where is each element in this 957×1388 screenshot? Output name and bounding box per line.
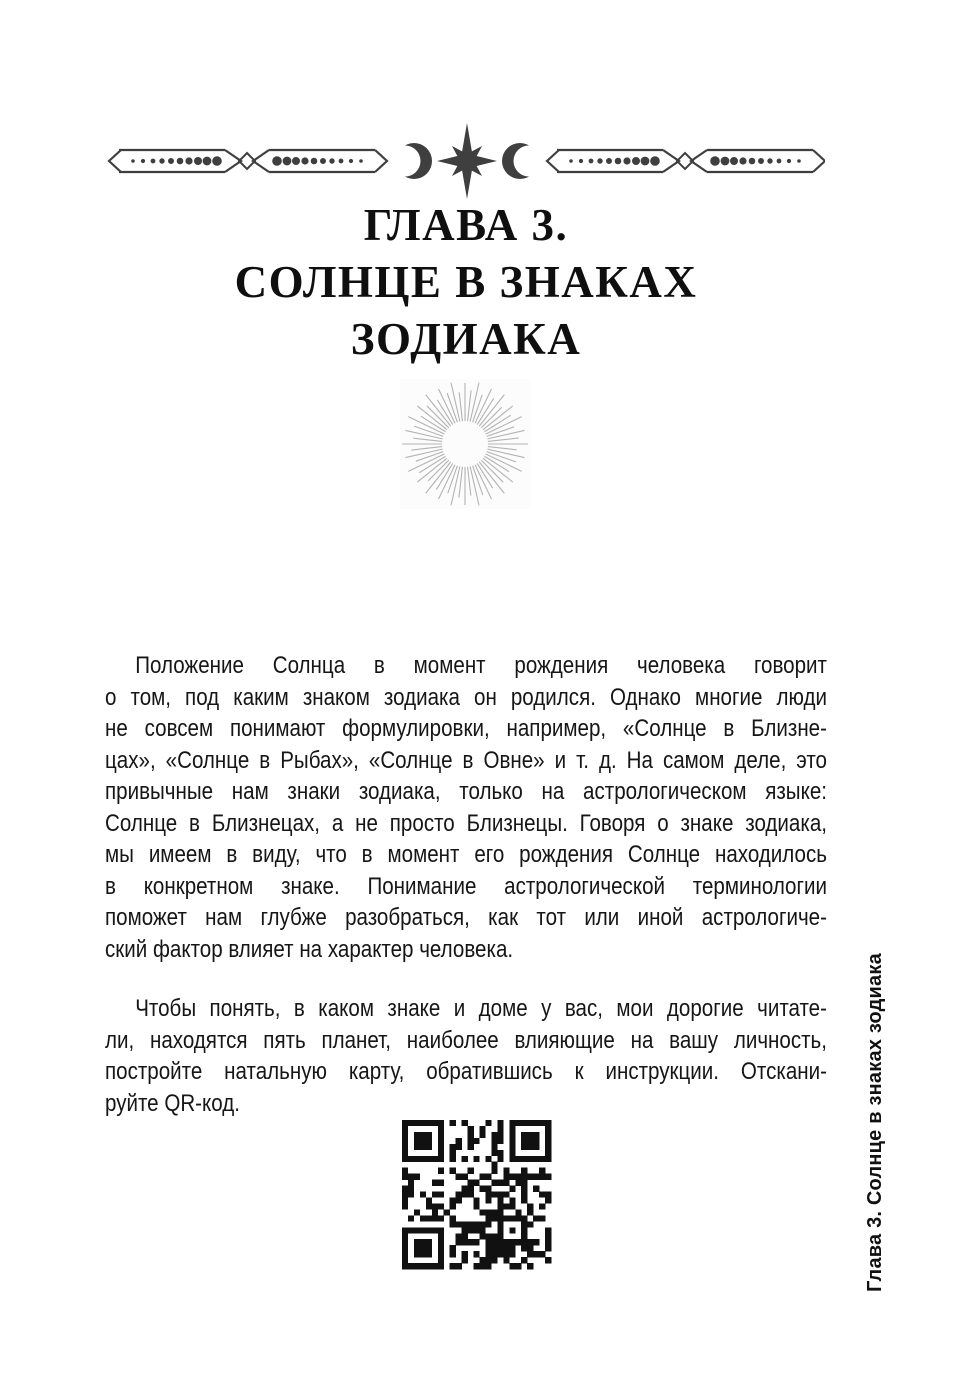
text-line: постройте натальную карту, обратившись к инструкции. Отскани- bbox=[105, 1058, 827, 1085]
crescent-moon-right-icon bbox=[502, 143, 545, 179]
text-line: ли, находятся пять планет, наиболее влияющие на вашу личность, bbox=[105, 1026, 827, 1054]
chapter-title-line: СОЛНЦЕ В ЗНАКАХ bbox=[234, 257, 698, 307]
text-line: Чтобы понять, в каком знаке и доме у вас, мои дорогие читате- bbox=[135, 995, 827, 1022]
text-line: руйте QR-код. bbox=[105, 1089, 240, 1117]
eight-pointed-star-icon bbox=[437, 123, 497, 199]
text-line: ский фактор влияет на характер человека. bbox=[105, 935, 514, 963]
paragraph-1 bbox=[105, 650, 827, 965]
qr-code bbox=[402, 1120, 554, 1272]
divider-band-left bbox=[109, 150, 387, 172]
text-line: о том, под каким знаком зодиака он родился. Однако многие люди bbox=[105, 683, 827, 711]
text-line: мы имеем в виду, что в момент его рождения Солнце находилось bbox=[105, 841, 827, 868]
text-line: привычные нам знаки зодиака, только на астрологическом языке: bbox=[105, 778, 827, 805]
text-line: не совсем понимают формулировки, например, «Солнце в Близне- bbox=[105, 715, 827, 742]
text-line: Солнце в Близнецах, а не просто Близнецы. Говоря о знаке зодиака, bbox=[105, 809, 827, 837]
crescent-moon-left-icon bbox=[390, 143, 433, 179]
paragraph-2 bbox=[105, 993, 827, 1119]
divider-band-right bbox=[547, 150, 825, 172]
text-line: поможет нам глубже разобраться, как тот или иной астрологиче- bbox=[105, 904, 827, 931]
sidebar-chapter-label: Глава 3. Солнце в знаках зодиака bbox=[864, 953, 886, 1292]
chapter-title bbox=[105, 197, 827, 368]
chapter-title-line: ГЛАВА 3. bbox=[363, 200, 569, 250]
chapter-title-line: ЗОДИАКА bbox=[350, 314, 582, 364]
text-line: цах», «Солнце в Рыбах», «Солнце в Овне» и т. д. На самом деле, это bbox=[105, 746, 827, 774]
header-divider-ornament bbox=[105, 122, 825, 204]
text-line: в конкретном знаке. Понимание астрологической терминологии bbox=[105, 872, 827, 900]
text-line: Положение Солнца в момент рождения человека говорит bbox=[135, 652, 827, 679]
sunburst-icon bbox=[400, 379, 530, 509]
